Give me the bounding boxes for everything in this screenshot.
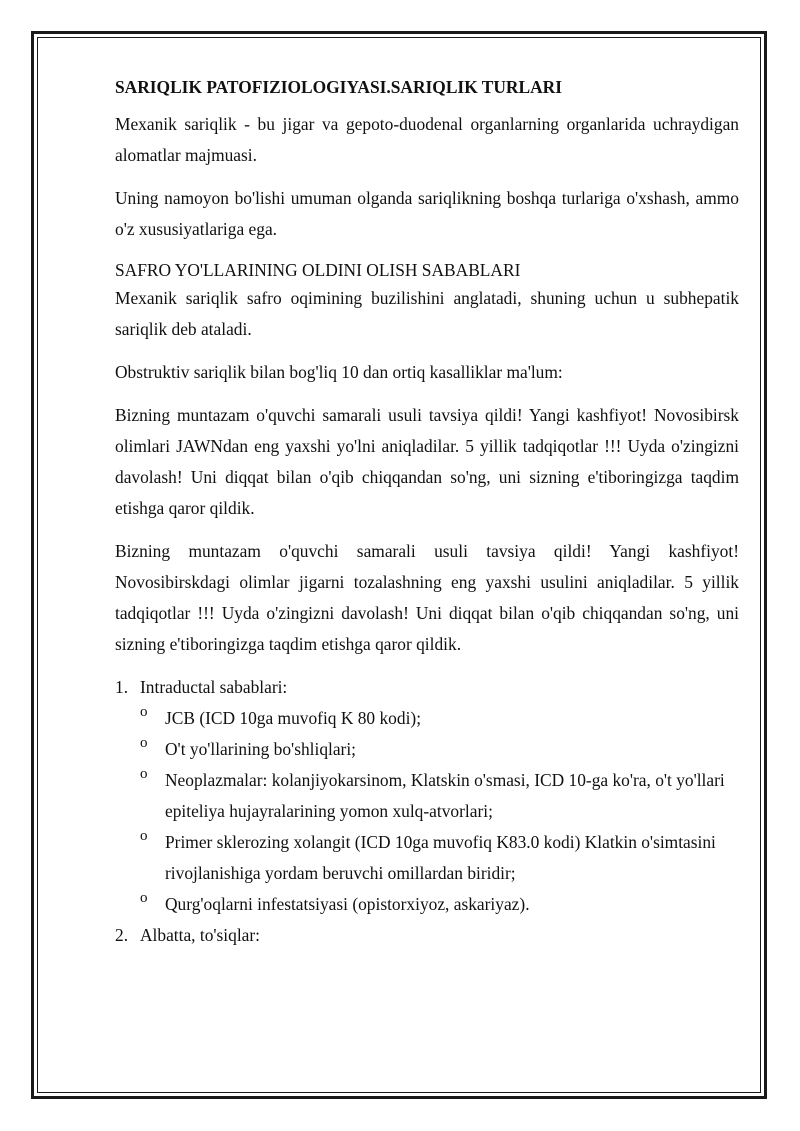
paragraph: Obstruktiv sariqlik bilan bog'liq 10 dan ortiq kasalliklar ma'lum: — [115, 362, 563, 382]
sub-list-item — [140, 734, 739, 765]
sub-list-item-text: O't yo'llarining bo'shliqlari; — [165, 739, 357, 759]
paragraph: Mexanik sariqlik safro oqimining buzilishini anglatadi, shuning uchun u subhepatik sariqlik deb ataladi. — [115, 288, 739, 339]
sub-list-item-text: Primer sklerozing xolangit (ICD 10ga muvofiq K83.0 kodi) Klatkin o'simtasini rivojlanishiga yordam beruvchi omillardan biridir; — [165, 832, 716, 883]
list-item — [115, 672, 739, 920]
sub-list-item — [140, 889, 739, 920]
document-body — [115, 76, 739, 951]
sub-list — [140, 703, 739, 920]
sub-list-item — [140, 827, 739, 889]
sub-list-item-text: Qurg'oqlarni infestatsiyasi (opistorxiyoz, askariyaz). — [165, 894, 530, 914]
sub-list-item-text: Neoplazmalar: kolanjiyokarsinom, Klatskin o'smasi, ICD 10-ga ko'ra, o't yo'llari epiteliya hujayralarining yomon xulq-atvorlari; — [165, 770, 725, 821]
paragraph: Mexanik sariqlik - bu jigar va gepoto-duodenal organlarning organlarida uchraydigan alomatlar majmuasi. — [115, 114, 739, 165]
circle-bullet-icon: o — [140, 704, 148, 720]
list-item-label: Albatta, to'siqlar: — [140, 925, 261, 945]
list-number: 1. — [115, 677, 129, 697]
circle-bullet-icon: o — [140, 890, 148, 906]
list-item-label: Intraductal sabablari: — [140, 677, 288, 697]
paragraph: Uning namoyon bo'lishi umuman olganda sariqlikning boshqa turlariga o'xshash, ammo o'z xususiyatlariga ega. — [115, 188, 739, 239]
circle-bullet-icon: o — [140, 735, 148, 751]
sub-list-item-text: JCB (ICD 10ga muvofiq K 80 kodi); — [165, 708, 422, 728]
list-number: 2. — [115, 925, 129, 945]
numbered-list — [115, 672, 739, 951]
paragraph: Bizning muntazam o'quvchi samarali usuli tavsiya qildi! Yangi kashfiyot! Novosibirskdagi olimlar jigarni tozalashning eng yaxshi usulini aniqladilar. 5 yillik tadqiqotlar !!! Uyda o'zingizni davolash! Uni diqqat bilan o'qib chiqqandan so'ng, uni sizning e'tiboringizga taqdim etishga qaror qildik. — [115, 541, 739, 654]
document-title: SARIQLIK PATOFIZIOLOGIYASI.SARIQLIK TURLARI — [115, 77, 562, 97]
circle-bullet-icon: o — [140, 766, 148, 782]
circle-bullet-icon: o — [140, 828, 148, 844]
sub-list-item — [140, 703, 739, 734]
section-heading: SAFRO YO'LLARINING OLDINI OLISH SABABLARI — [115, 260, 521, 280]
paragraph: Bizning muntazam o'quvchi samarali usuli tavsiya qildi! Yangi kashfiyot! Novosibirsk olimlari JAWNdan eng yaxshi yo'lni aniqladilar. 5 yillik tadqiqotlar !!! Uyda o'zingizni davolash! Uni diqqat bilan o'qib chiqqandan so'ng, uni sizning e'tiboringizga taqdim etishga qaror qildik. — [115, 405, 739, 518]
list-item — [115, 920, 739, 951]
sub-list-item — [140, 765, 739, 827]
